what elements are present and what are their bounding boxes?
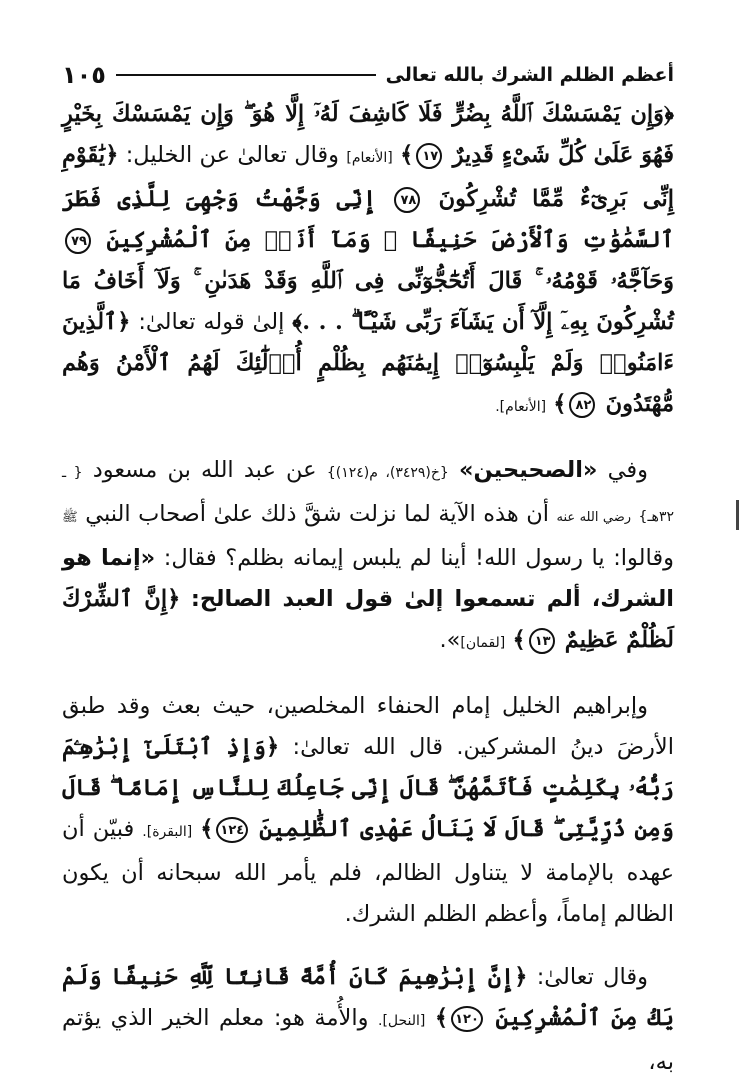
quran-verse: ﴿ٱلَّذِينَ ءَامَنُوا۟ وَلَمْ يَلْبِسُوٓا۟ إِيمَٰنَهُم بِظُلْمٍ أُو۟لَٰٓئِكَ لَهُمُ ٱلْأَمْنُ وَهُم مُّهْتَدُونَ [62,309,674,417]
quran-verse: وَحَآجَّهُۥ قَوْمُهُۥ ۚ قَالَ أَتُحَٰٓجُّوٓنِّى فِى ٱللَّهِ وَقَدْ هَدَىٰنِ ۚ وَلَآ أَخَافُ مَا تُشْرِكُونَ بِهِۦٓ إِلَّآ أَن يَشَآءَ رَبِّى شَيْـًٔا ۗ . . . [62,268,675,335]
book-page [62,58,674,1083]
hadith-quote: «إنما هو الشرك، ألم تسمعوا إلىٰ قول العبد الصالح: [62,545,674,612]
death-date: { ـ ٣٢هـ} [62,465,674,525]
surah-reference: [النحل]. [378,1013,426,1029]
header-rule [116,74,376,76]
body-text: والأُمة هو: معلم الخير الذي يؤتم به، [62,1005,674,1075]
quran-close-bracket: ﴾ [512,627,526,653]
quran-close-bracket: ﴾ [434,1005,449,1031]
surah-reference: [الأنعام]. [495,399,547,415]
body-text: عن عبد الله بن مسعود [92,457,317,483]
quran-verse: إِنِّى وَجَّهْتُ وَجْهِىَ لِلَّذِى فَطَرَ ٱلسَّمَٰوَٰتِ وَٱلْأَرْضَ حَنِيفًا ۖ وَمَآ أَنَا۠ مِنَ ٱلْمُشْرِكِينَ [62,186,674,253]
quran-verse: ﴿يَٰقَوْمِ إِنِّى بَرِىٓءٌ مِّمَّا تُشْرِكُونَ [62,142,674,212]
quran-close-bracket: ﴾ [200,816,214,842]
surah-reference: [الأنعام] [346,150,393,166]
ayah-number-marker: ١٢٠ [451,1006,483,1032]
body-text: وإبراهيم الخليل إمام الحنفاء المخلصين، حيث بعث وقد طبق الأرضَ دينُ المشركين. قال الله تعالىٰ: [62,693,674,760]
quran-verse: ﴿وَإِن يَمْسَسْكَ ٱللَّهُ بِضُرٍّ فَلَا كَاشِفَ لَهُۥٓ إِلَّا هُوَ ۖ وَإِن يَمْسَسْكَ بِخَيْرٍ فَهُوَ عَلَىٰ كُلِّ شَىْءٍ قَدِيرٌ [62,101,675,168]
body-text: أن هذه الآية لما نزلت شقَّ ذلك علىٰ أصحاب النبي [85,501,549,527]
paragraph-2 [62,450,674,664]
ayah-number-marker: ١٣ [529,628,555,654]
quran-verse: ﴿إِنَّ ٱلشِّرْكَ لَظُلْمٌ عَظِيمٌ [62,586,674,653]
body-text: فبيّن أن عهده بالإمامة لا يتناول الظالم، فلم يأمر الله سبحانه أن يكون الظالم إماماً، وأعظم الظلم الشرك. [62,816,674,927]
quran-close-bracket: ﴾ [292,309,303,335]
quran-verse: ﴿وَإِذِ ٱبْتَلَىٰٓ إِبْرَٰهِـۧمَ رَبُّهُۥ بِكَلِمَٰتٍ فَأَتَمَّهُنَّ ۖ قَالَ إِنِّى جَاعِلُكَ لِلنَّاسِ إِمَامًا ۖ قَالَ وَمِن ذُرِّيَّتِى ۖ قَالَ لَا يَنَالُ عَهْدِى ٱلظَّٰلِمِينَ [62,734,674,842]
paragraph-4 [62,957,674,1083]
ayah-number-marker: ٧٩ [65,228,91,254]
ayah-number-marker: ١٢٤ [216,817,248,843]
quran-close-bracket: ﴾ [553,391,567,417]
quote-close: ». [439,627,461,653]
ayah-number-marker: ٨٢ [569,392,595,418]
hadith-reference: {خ(٣٤٢٩)، م(١٢٤)} [326,465,449,481]
running-title: أعظم الظلم الشرك بالله تعالى [385,64,674,86]
surah-reference: [البقرة]. [142,824,193,840]
body-text: وقال تعالىٰ: [536,964,649,990]
page-number: ١٠٥ [62,61,106,89]
paragraph-3 [62,686,674,935]
paragraph-1 [62,94,674,428]
body-text: وقالوا: يا رسول الله! أينا لم يلبس إيمانه بظلم؟ فقال: [163,545,674,571]
page-header [62,58,674,92]
body-text: إلىٰ قوله تعالىٰ: [138,309,285,335]
body-text: وفي [607,457,649,483]
surah-reference: [لقمان] [460,635,506,651]
body-text: وقال تعالىٰ عن الخليل: [125,142,340,168]
honorific-glyph: ﷺ [62,510,78,525]
book-title: «الصحيحين» [459,457,598,483]
ayah-number-marker: ٧٨ [394,187,420,213]
quran-close-bracket: ﴾ [400,142,414,168]
ayah-number-marker: ١٧ [416,143,442,169]
honorific-glyph: رضي الله عنه [556,510,632,525]
quran-verse: ﴿إِنَّ إِبْرَٰهِيمَ كَانَ أُمَّةً قَانِتًا لِّلَّهِ حَنِيفًا وَلَمْ يَكُ مِنَ ٱلْمُشْرِكِينَ [62,964,675,1031]
